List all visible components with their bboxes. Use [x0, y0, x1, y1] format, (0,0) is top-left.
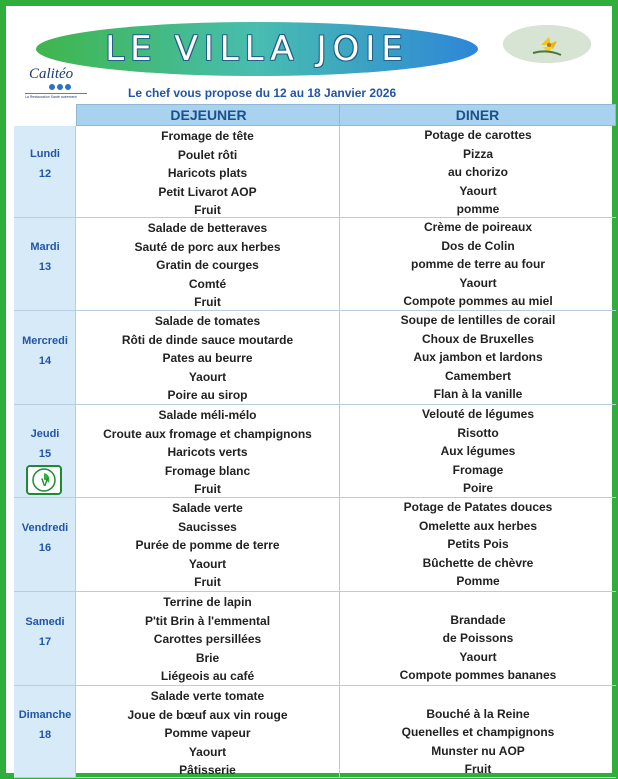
dinner-dish: de Poissons [442, 631, 514, 646]
lunch-dish: Rôti de dinde sauce moutarde [121, 332, 294, 347]
lunch-dish: Fruit [194, 482, 221, 497]
dinner-dish: Munster nu AOP [431, 743, 525, 758]
logo-dots [49, 84, 71, 90]
day-row [14, 498, 616, 592]
page-title: LE VILLA JOIE [105, 29, 409, 69]
lunch-dish: Haricots plats [167, 166, 248, 181]
dinner-dish: Dos de Colin [441, 238, 515, 253]
day-name: Dimanche [18, 709, 72, 721]
lunch-dish: Poire au sirop [167, 388, 248, 403]
lunch-dish: Fromage blanc [164, 463, 251, 478]
day-date: 18 [38, 729, 52, 741]
dinner-dish: Pizza [462, 146, 493, 161]
day-cell [14, 405, 76, 497]
day-date: 16 [38, 542, 52, 554]
day-cell [14, 686, 76, 777]
dinner-dish: Compote pommes bananes [399, 668, 557, 683]
day-row [14, 592, 616, 686]
logo-underline [25, 93, 87, 94]
dinner-dish: Camembert [444, 368, 512, 383]
day-name: Samedi [25, 616, 65, 628]
lunch-dish: P'tit Brin à l'emmental [144, 613, 271, 628]
lunch-dish: Salade de betteraves [147, 221, 268, 235]
veg-label: V [41, 477, 49, 489]
lunch-dish: Pates au beurre [162, 351, 253, 366]
day-row [14, 126, 616, 218]
dinner-dish: Choux de Bruxelles [421, 331, 535, 346]
lunch-dish: Carottes persillées [153, 632, 262, 647]
lunch-dish: Pomme vapeur [164, 726, 251, 741]
day-row [14, 405, 616, 498]
day-row [14, 218, 616, 311]
lunch-dish: Purée de pomme de terre [135, 538, 280, 553]
day-name: Mardi [30, 241, 60, 253]
lunch-dish: Brie [195, 650, 220, 665]
lunch-dish: Salade méli-mélo [158, 408, 257, 422]
dinner-dish: Compote pommes au miel [403, 294, 553, 309]
dinner-dish: Aux jambon et lardons [413, 350, 543, 365]
lunch-dish: Joue de bœuf aux vin rouge [127, 707, 288, 722]
dinner-dish: Potage de carottes [424, 128, 532, 142]
dinner-dish: Yaourt [459, 649, 497, 664]
dinner-dish: Soupe de lentilles de corail [400, 313, 556, 327]
lunch-dish: Salade verte [172, 501, 243, 515]
day-row [14, 686, 616, 778]
dinner-dish: Crème de poireaux [423, 220, 533, 234]
dinner-dish: Omelette aux herbes [418, 518, 538, 533]
dinner-dish: pomme de terre au four [410, 257, 546, 272]
dinner-dish: pomme [456, 202, 500, 217]
lunch-dish: Terrine de lapin [163, 595, 252, 609]
lunch-dish: Croute aux fromage et champignons [103, 426, 312, 441]
dinner-dish: au chorizo [447, 165, 508, 180]
day-name: Vendredi [21, 522, 69, 534]
dinner-dish [340, 592, 616, 610]
table-header-row [14, 104, 616, 126]
lunch-dish: Fruit [194, 575, 221, 590]
dinner-dish: Velouté de légumes [421, 407, 535, 421]
day-date: 12 [38, 168, 52, 180]
dinner-dish: Bûchette de chèvre [422, 555, 534, 570]
day-cell [14, 498, 76, 591]
caliteo-logo-icon [23, 66, 103, 102]
lunch-dish: Salade de tomates [154, 314, 261, 328]
day-cell [14, 218, 76, 310]
dinner-dish: Aux légumes [440, 444, 516, 459]
day-name: Mercredi [22, 335, 68, 347]
day-cell [14, 126, 76, 217]
lunch-dish: Fromage de tête [161, 129, 254, 143]
lunch-dish: Gratin de courges [156, 258, 259, 273]
dinner-column-header: DINER [339, 104, 616, 126]
day-name: Jeudi [30, 428, 60, 440]
week-subtitle: Le chef vous propose du 12 au 18 Janvier 2026 [128, 86, 397, 100]
dinner-dish: Quenelles et champignons [401, 725, 555, 740]
dinner-dish: Petits Pois [447, 537, 509, 552]
lunch-dish: Pâtisserie [179, 763, 236, 778]
dinner-dish: Poire [462, 481, 493, 496]
dinner-dish: Risotto [457, 425, 499, 440]
logo-name: Calitéo [29, 66, 74, 82]
flower-photo-icon [503, 25, 591, 63]
lunch-dish: Yaourt [188, 744, 227, 759]
lunch-dish: Haricots verts [167, 445, 248, 460]
lunch-dish: Fruit [194, 295, 221, 310]
lunch-dish: Sauté de porc aux herbes [134, 239, 281, 254]
dinner-dish: Pomme [456, 574, 500, 589]
dinner-dish: Brandade [450, 612, 506, 627]
day-cell [14, 592, 76, 685]
dinner-dish: Flan à la vanille [433, 387, 523, 402]
lunch-dish: Liégeois au café [160, 669, 255, 684]
lunch-dish: Saucisses [178, 519, 237, 534]
lunch-dish: Salade verte tomate [150, 689, 265, 703]
lunch-dish: Poulet rôti [177, 147, 238, 162]
vegetarian-leaf-icon [26, 465, 62, 495]
lunch-dish: Petit Livarot AOP [158, 184, 257, 199]
lunch-dish: Fruit [194, 203, 221, 218]
day-cell [14, 311, 76, 404]
dinner-dish: Fromage [452, 462, 504, 477]
dinner-dish: Bouché à la Reine [426, 706, 530, 721]
day-row [14, 311, 616, 405]
dinner-dish: Yaourt [459, 275, 497, 290]
day-date: 15 [38, 448, 52, 460]
dinner-dish: Yaourt [459, 183, 497, 198]
day-date: 13 [38, 261, 52, 273]
day-name: Lundi [30, 148, 60, 160]
day-date: 14 [38, 355, 52, 367]
lunch-column-header: DEJEUNER [76, 104, 341, 126]
lunch-dish: Comté [188, 276, 227, 291]
dinner-dish: Fruit [464, 762, 492, 777]
lunch-dish: Yaourt [188, 369, 227, 384]
day-date: 17 [38, 636, 52, 648]
logo-tagline: La Restauration Santé autrement [25, 95, 77, 99]
dinner-dish: Potage de Patates douces [403, 500, 553, 514]
lunch-dish: Yaourt [188, 556, 227, 571]
dinner-dish [340, 686, 616, 704]
